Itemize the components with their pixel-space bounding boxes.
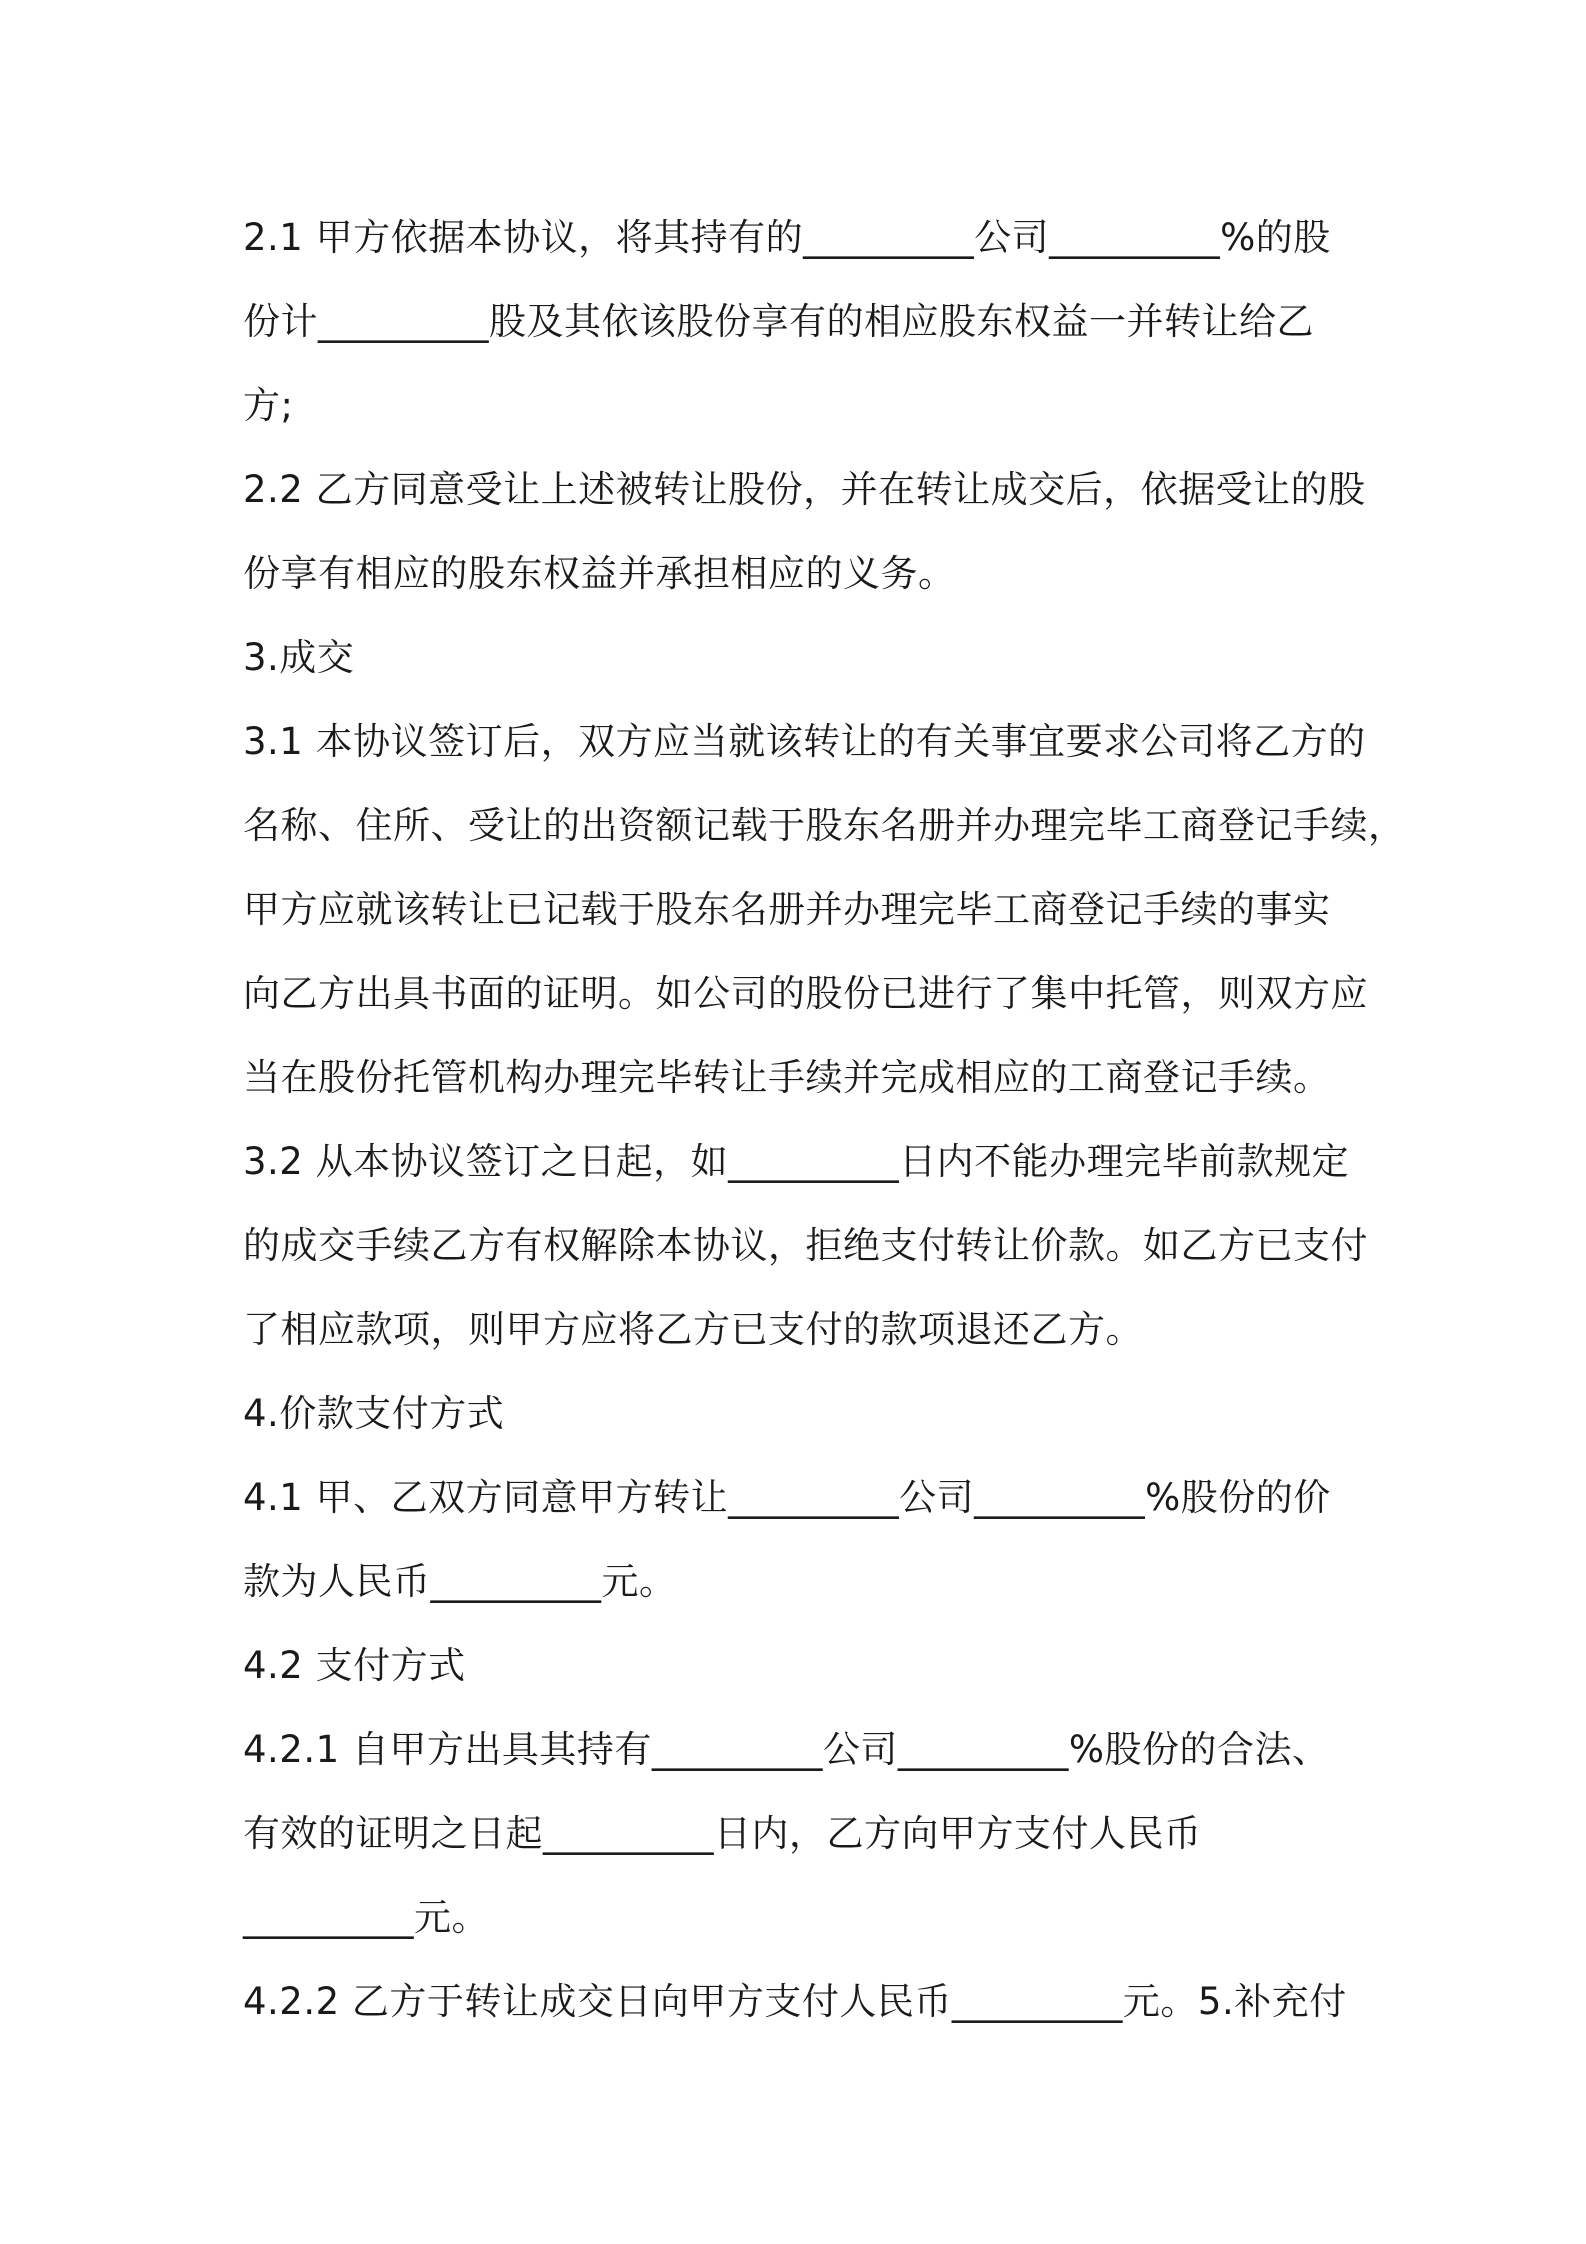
- text-line-2: 份计_________股及其依该股份享有的相应股东权益一并转让给乙: [243, 300, 1314, 343]
- text-line-3: 方;: [243, 384, 294, 427]
- document-body: [243, 196, 1406, 2044]
- text-line-12: 3.2 从本协议签订之日起，如_________日内不能办理完毕前款规定: [243, 1140, 1350, 1183]
- text-line-8: 名称、住所、受让的出资额记载于股东名册并办理完毕工商登记手续，: [243, 804, 1406, 847]
- text-line-4: 2.2 乙方同意受让上述被转让股份，并在转让成交后，依据受让的股: [243, 468, 1366, 511]
- text-line-19: 4.2.1 自甲方出具其持有_________公司_________%股份的合法、: [243, 1728, 1330, 1771]
- text-line-16: 4.1 甲、乙双方同意甲方转让_________公司_________%股份的价: [243, 1476, 1331, 1519]
- section-heading-3: 3.成交: [243, 636, 355, 679]
- text-line-20: 有效的证明之日起_________日内，乙方向甲方支付人民币: [243, 1812, 1202, 1855]
- subsection-heading-4-2: 4.2 支付方式: [243, 1644, 466, 1687]
- text-line-7: 3.1 本协议签订后，双方应当就该转让的有关事宜要求公司将乙方的: [243, 720, 1366, 763]
- text-line-10: 向乙方出具书面的证明。如公司的股份已进行了集中托管，则双方应: [243, 972, 1368, 1015]
- text-line-5: 份享有相应的股东权益并承担相应的义务。: [243, 552, 956, 595]
- text-line-1: 2.1 甲方依据本协议，将其持有的_________公司_________%的股: [243, 216, 1331, 259]
- text-line-17: 款为人民币_________元。: [243, 1560, 677, 1603]
- section-heading-4: 4.价款支付方式: [243, 1392, 505, 1435]
- text-line-13: 的成交手续乙方有权解除本协议，拒绝支付转让价款。如乙方已支付: [243, 1224, 1368, 1267]
- text-line-9: 甲方应就该转让已记载于股东名册并办理完毕工商登记手续的事实: [243, 888, 1331, 931]
- text-line-22: 4.2.2 乙方于转让成交日向甲方支付人民币_________元。5.补充付: [243, 1980, 1347, 2023]
- text-line-11: 当在股份托管机构办理完毕转让手续并完成相应的工商登记手续。: [243, 1056, 1331, 1099]
- text-line-14: 了相应款项，则甲方应将乙方已支付的款项退还乙方。: [243, 1308, 1143, 1351]
- text-line-21: _________元。: [243, 1896, 489, 1939]
